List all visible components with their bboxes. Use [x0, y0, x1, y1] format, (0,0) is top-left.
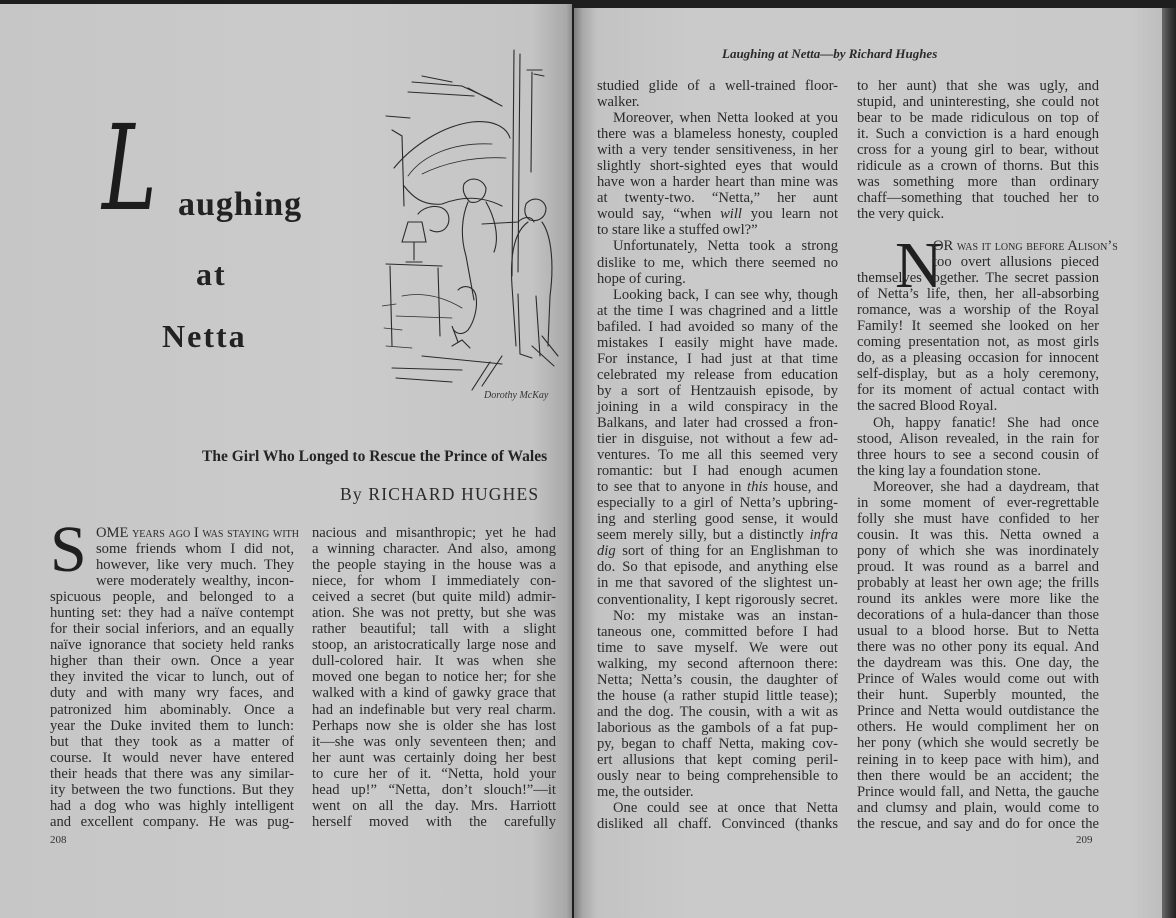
right-column-2-top	[857, 78, 1099, 222]
text-line: had a dog who was highly intelligent	[50, 797, 294, 814]
text-line: Unfortunately, Netta took a strong	[613, 238, 838, 255]
small-caps-text: OME years ago I was staying with	[96, 525, 300, 541]
text-line: a winning character. And also, among	[312, 541, 556, 558]
text-line: the rescue, and say and do for once the	[857, 815, 1099, 832]
text-segment: would say, “when	[597, 206, 721, 223]
title-initial: L	[102, 99, 157, 237]
text-line: Moreover, when Netta looked at you	[613, 110, 838, 127]
byline: By RICHARD HUGHES	[340, 484, 540, 504]
text-line: walker.	[597, 94, 640, 111]
text-line: the people staying in the house was a	[312, 557, 556, 574]
text-line: to stare like a stuffed owl?”	[597, 222, 758, 239]
text-line	[597, 543, 838, 559]
text-line: her pony (which she would secretly be	[857, 735, 1099, 752]
dropcap-s: S	[50, 513, 87, 586]
text-line: it—she was only seventeen then; and	[312, 733, 556, 750]
text-line: themselves together. The secret passion	[857, 270, 1099, 287]
text-segment: house, and	[768, 479, 838, 496]
text-segment: sort of thing for an Englishman to	[615, 543, 838, 560]
text-line: went on all the day. Mrs. Harriott	[312, 797, 556, 814]
text-line: spicuous people, and belonged to a	[50, 589, 294, 606]
text-line: of Netta’s life, then, her all-absorbing	[857, 286, 1099, 303]
text-line: One could see at once that Netta	[613, 800, 838, 817]
text-line: stood, Alison revealed, in the rain for	[857, 430, 1099, 447]
text-line: there was a blameless honesty, coupled	[597, 126, 838, 143]
text-line: taneous one, committed before I had	[597, 623, 838, 640]
text-line: No: my mistake was an instan-	[613, 607, 838, 624]
text-line: Balkans, and later had crossed a fron-	[597, 414, 838, 431]
text-line	[597, 527, 838, 543]
right-column-2-bottom	[857, 229, 1118, 832]
text-line: the daydream was this. One day, the	[857, 655, 1099, 672]
text-line: disliked all chaff. Convinced (thanks	[597, 816, 838, 833]
text-line: bafiled. I had avoided so many of the	[597, 318, 838, 335]
text-line: then there would be an accident; the	[857, 767, 1099, 784]
text-line: for its moment of actual contact with	[857, 382, 1099, 399]
text-line: in some moment of ever-regrettable	[857, 494, 1099, 511]
page-edge	[1162, 8, 1176, 918]
text-line: duty and with many wry faces, and	[50, 685, 294, 702]
text-line: romantic: but I had enough acumen	[597, 463, 838, 480]
text-line: Family! It seemed she looked on her	[857, 318, 1099, 335]
text-line: the house (a rather stupid little tease);	[597, 687, 838, 704]
text-segment: to see that to anyone in	[597, 479, 748, 496]
text-line: three hours to see a second cousin of	[857, 446, 1099, 463]
text-line: to her aunt) that she was ugly, and	[857, 78, 1099, 94]
text-line: Perhaps now she is older she has lost	[312, 717, 556, 734]
running-head: Laughing at Netta—by Richard Hughes	[722, 46, 938, 61]
text-line: head up!” “Netta, don’t slouch!”—it	[312, 781, 556, 798]
text-line: Prince and Netta would outdistance the	[857, 703, 1099, 720]
text-line: py, began to chaff Netta, making cov-	[597, 735, 838, 752]
text-line: laborious as the gambols of a fat pup-	[597, 719, 838, 736]
text-line: year the Duke invited them to lunch:	[50, 717, 294, 734]
text-line: her aunt was certainly doing her best	[312, 749, 556, 766]
text-line: slightly short-sighted eyes that would	[597, 158, 838, 175]
text-line: decorations of a hula-dancer than those	[857, 607, 1099, 624]
italic-text: this	[747, 479, 769, 496]
text-line: walked with a kind of gawky grace that	[312, 685, 556, 702]
text-line: stupid, and uninteresting, she could not	[857, 94, 1099, 111]
text-line: mistakes I easily might have made.	[597, 334, 838, 351]
text-line: and the dog. The cousin, with a wit as	[597, 703, 838, 720]
text-line: at twenty-two. “Netta,” her aunt	[597, 190, 838, 207]
text-line: Moreover, she had a daydream, that	[873, 478, 1099, 495]
text-line: rather beautiful; tall with a slight	[312, 621, 556, 638]
text-line: some friends whom I did not,	[96, 541, 294, 558]
title-word-at: at	[196, 256, 227, 292]
italic-text: will	[720, 206, 742, 223]
text-line: me, the outsider.	[597, 784, 694, 801]
text-line: ert allusions that kept coming peril-	[597, 751, 838, 768]
text-line: at the time I was chagrined and a little	[597, 302, 838, 319]
title-word-laughing: aughing	[178, 186, 303, 223]
text-line: for their social inferiors, and an equally	[50, 621, 294, 638]
text-line	[597, 479, 838, 495]
text-line: in me that savored of the slightest un-	[597, 575, 838, 592]
text-line: cousin. It was this. Netta owned a	[857, 526, 1099, 543]
text-segment: seem merely silly, but a distinctly	[597, 527, 810, 544]
text-line	[857, 238, 1118, 254]
text-line: too overt allusions pieced	[933, 254, 1099, 271]
text-line: coming presentation not, as most girls	[857, 334, 1099, 351]
italic-text: dig	[597, 543, 616, 560]
text-line: ridicule as a crown of thorns. But this	[857, 158, 1099, 175]
text-line: ity between the two functions. But they	[50, 781, 294, 798]
text-line: ventures. To me all this seemed very	[597, 447, 838, 464]
text-line: were moderately wealthy, incon-	[96, 573, 294, 590]
text-line: to cure her of it. “Netta, hold your	[312, 765, 556, 782]
page-number-208: 208	[50, 834, 67, 846]
text-line: folly she must have confided to her	[857, 510, 1099, 527]
left-column-2	[312, 525, 556, 830]
text-line: walking, my second afternoon there:	[597, 655, 838, 672]
text-line: the sacred Blood Royal.	[857, 398, 998, 415]
text-line: time to save myself. We were out	[597, 639, 838, 656]
text-line: there was no other pony its equal. And	[857, 639, 1099, 656]
text-line: ing and sterling good sense, it would	[597, 511, 838, 528]
text-line: however, like very much. They	[96, 557, 294, 574]
text-line: proud. It was round as a barrel and	[857, 558, 1099, 575]
text-line: usual to a blood horse. But to Netta	[857, 623, 1099, 640]
text-line: self-display, but as a holy ceremony,	[857, 366, 1099, 383]
text-line: joining in a wild conspiracy in the	[597, 398, 838, 415]
bedroom-scene-illustration	[382, 46, 562, 392]
text-line: was something more than ordinary	[857, 174, 1099, 191]
text-line: Looking back, I can see why, though	[613, 286, 838, 303]
title-word-netta: Netta	[162, 318, 247, 354]
text-line: niece, for whom I immediately con-	[312, 573, 556, 590]
text-line: others. He would compliment her on	[857, 719, 1099, 736]
text-line: they invited the vicar to lunch, out of	[50, 669, 294, 686]
text-line: have won a harder heart than mine was	[597, 174, 838, 191]
text-line: herself moved with the carefully	[312, 813, 556, 830]
text-line: ously near to being comprehensible to	[597, 768, 838, 785]
text-segment: you learn not	[741, 206, 839, 223]
text-line: reining in to keep pace with him), and	[857, 751, 1099, 768]
text-line: Prince would fall, and Netta, the gauche	[857, 783, 1099, 800]
text-line: the king lay a foundation stone.	[857, 462, 1042, 479]
text-line: chaff—something that touched her to	[857, 190, 1099, 207]
text-line: dull-colored hair. It was when she	[312, 653, 556, 670]
dropcap-n: N	[895, 229, 943, 302]
text-line: the very quick.	[857, 206, 945, 223]
text-line: higher than their own. Once a year	[50, 653, 294, 670]
text-line: Oh, happy fanatic! She had once	[873, 414, 1099, 431]
text-line: nacious and misanthropic; yet he had	[312, 525, 556, 541]
text-line: and excellent company. He was pug-	[50, 813, 294, 830]
page-number-209: 209	[1076, 834, 1093, 846]
text-line: do. So that episode, and anything else	[597, 559, 838, 576]
italic-text: infra	[809, 527, 838, 544]
text-line: it. Such a conviction is a hard enough	[857, 126, 1099, 143]
text-line: pony of which she was inordinately	[857, 542, 1099, 559]
text-line: course. It would never have entered	[50, 749, 294, 766]
text-line: conventionality, I kept rigorously secret.	[597, 591, 838, 608]
text-line: but that they took as a matter of	[50, 733, 294, 750]
text-line: ceived a secret (but quite mild) admir-	[312, 589, 556, 606]
text-line: For instance, I had just at that time	[597, 350, 838, 367]
text-line: their heads that there was any similar-	[50, 765, 294, 782]
text-line: especially to a girl of Netta’s upbring-	[597, 495, 838, 512]
small-caps-text: OR was it long before Alison’s	[933, 238, 1118, 254]
text-line: bear to be made ridiculous on top of	[857, 110, 1099, 127]
left-column-1	[50, 525, 300, 830]
text-line: studied glide of a well-trained floor-	[597, 78, 838, 94]
text-line: moved one began to notice her; for she	[312, 669, 556, 686]
text-line: their hunt. Superbly mounted, the	[857, 687, 1099, 704]
text-line: and clumsy and plain, would come to	[857, 799, 1099, 816]
text-line: Prince of Wales would come out with	[857, 671, 1099, 688]
text-line: patronized him abominably. Once a	[50, 701, 294, 718]
right-column-1	[597, 78, 838, 832]
text-line: ation. She was not pretty, but she was	[312, 605, 556, 622]
text-line	[50, 525, 300, 541]
illustration-credit: Dorothy McKay	[484, 390, 549, 401]
text-line: dislike to me, which there seemed no	[597, 254, 838, 271]
text-line: round its ankles were more like the	[857, 591, 1099, 608]
text-line: celebrated my release from education	[597, 366, 838, 383]
text-line: by a sort of Hentzauish episode, by	[597, 382, 838, 399]
text-line: had an indefinable but very real charm.	[312, 701, 556, 718]
text-line: do, as a pleasing occasion for innocent	[857, 350, 1099, 367]
text-line: stoop, an aristocratically large nose and	[312, 637, 556, 654]
text-line: hope of curing.	[597, 270, 686, 287]
text-line: hunting set: they had a naïve contempt	[50, 605, 294, 622]
text-line	[597, 206, 838, 222]
text-line: Netta; Netta’s cousin, the daughter of	[597, 671, 838, 688]
text-line: probably at least her own age; the frills	[857, 574, 1099, 591]
text-line: with a very tender sensitiveness, in her	[597, 142, 838, 159]
text-line: naïve ignorance that society held ranks	[50, 637, 294, 654]
article-subtitle: The Girl Who Longed to Rescue the Prince of Wales	[202, 448, 548, 465]
text-line: cross for a young girl to bear, without	[857, 142, 1099, 159]
text-line: tier in disguise, not without a few ad-	[597, 431, 838, 448]
text-line: romance, was a worship of the Royal	[857, 302, 1099, 319]
